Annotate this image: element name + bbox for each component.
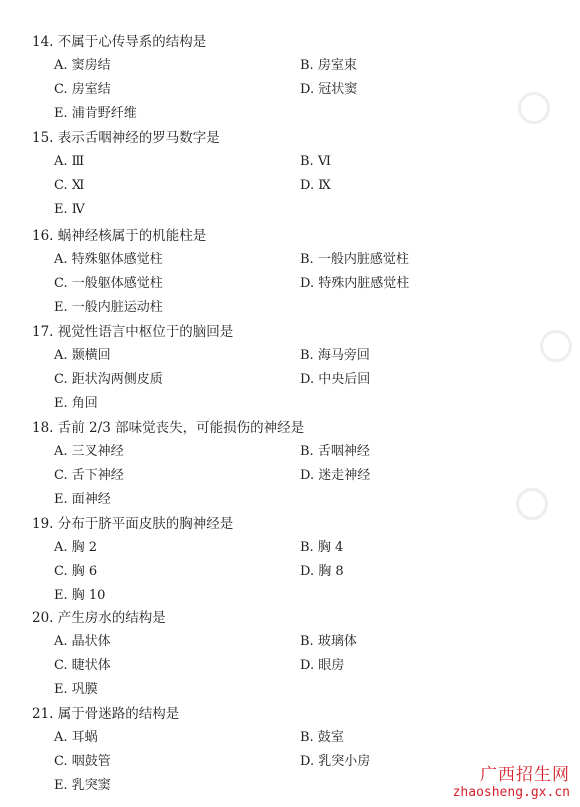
question-19: [32, 516, 572, 612]
option-c: C. 睫状体: [54, 658, 111, 673]
option-d: D. 迷走神经: [300, 468, 371, 483]
option-b: B. Ⅵ: [300, 154, 331, 169]
option-b: B. 舌咽神经: [300, 444, 370, 459]
question-stem: 21. 属于骨迷路的结构是: [32, 706, 180, 722]
question-15: [32, 130, 572, 226]
option-a: A. 胸 2: [54, 540, 98, 555]
option-c: C. 房室结: [54, 82, 111, 97]
option-d: D. 特殊内脏感觉柱: [300, 276, 410, 291]
option-b: B. 房室束: [300, 58, 357, 73]
question-stem: 18. 舌前 2/3 部味觉丧失，可能损伤的神经是: [32, 420, 305, 436]
option-d: D. 中央后回: [300, 372, 371, 387]
option-a: A. 特殊躯体感觉柱: [54, 252, 163, 267]
question-stem: 16. 蜗神经核属于的机能柱是: [32, 228, 207, 244]
option-d: D. 胸 8: [300, 564, 344, 579]
question-stem: 19. 分布于脐平面皮肤的胸神经是: [32, 516, 234, 532]
option-c: C. Ⅺ: [54, 178, 85, 193]
question-16: [32, 228, 572, 324]
option-d: D. Ⅸ: [300, 178, 331, 193]
question-18: [32, 420, 572, 516]
option-c: C. 咽鼓管: [54, 754, 111, 769]
option-e: E. 浦肯野纤维: [54, 106, 137, 121]
option-c: C. 舌下神经: [54, 468, 124, 483]
watermark-url: zhaosheng.gx.cn: [452, 785, 570, 800]
question-stem: 20. 产生房水的结构是: [32, 610, 166, 626]
option-a: A. 耳蜗: [54, 730, 98, 745]
option-e: E. 胸 10: [54, 588, 106, 603]
question-stem: 15. 表示舌咽神经的罗马数字是: [32, 130, 220, 146]
site-watermark: [453, 765, 570, 801]
option-c: C. 胸 6: [54, 564, 98, 579]
option-e: E. 面神经: [54, 492, 111, 507]
option-a: A. 晶状体: [54, 634, 111, 649]
question-stem: 17. 视觉性语言中枢位于的脑回是: [32, 324, 234, 340]
option-b: B. 玻璃体: [300, 634, 357, 649]
option-e: E. 乳突窦: [54, 778, 111, 793]
option-e: E. 一般内脏运动柱: [54, 300, 163, 315]
option-a: A. Ⅲ: [54, 154, 85, 169]
option-a: A. 三叉神经: [54, 444, 124, 459]
option-e: E. Ⅳ: [54, 202, 85, 217]
option-b: B. 鼓室: [300, 730, 344, 745]
option-c: C. 一般躯体感觉柱: [54, 276, 163, 291]
question-stem: 14. 不属于心传导系的结构是: [32, 34, 207, 50]
option-b: B. 一般内脏感觉柱: [300, 252, 409, 267]
option-b: B. 胸 4: [300, 540, 344, 555]
question-17: [32, 324, 572, 420]
option-d: D. 眼房: [300, 658, 345, 673]
option-e: E. 角回: [54, 396, 98, 411]
option-a: A. 窦房结: [54, 58, 111, 73]
question-20: [32, 610, 572, 706]
question-14: [32, 34, 572, 130]
option-d: D. 乳突小房: [300, 754, 371, 769]
option-c: C. 距状沟两侧皮质: [54, 372, 163, 387]
option-b: B. 海马旁回: [300, 348, 370, 363]
option-d: D. 冠状窦: [300, 82, 358, 97]
option-a: A. 颞横回: [54, 348, 111, 363]
watermark-name: 广西招生网: [480, 765, 570, 785]
option-e: E. 巩膜: [54, 682, 98, 697]
